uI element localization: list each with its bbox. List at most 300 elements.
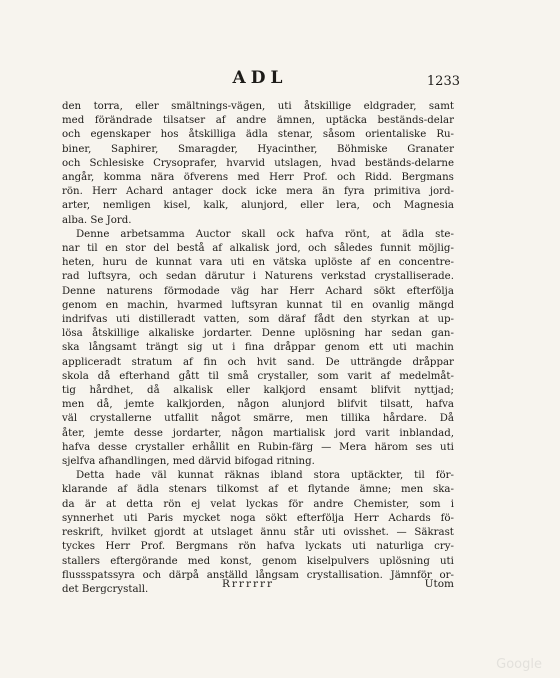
word: alkaliske [148, 328, 195, 340]
word: fina [244, 342, 265, 354]
word: stora [313, 470, 340, 482]
word: ädla [245, 129, 268, 141]
word: huru [102, 257, 128, 269]
word: crystallerne [89, 413, 152, 425]
word: crystaller, [257, 370, 309, 382]
word: alba. [62, 214, 91, 226]
word: til [331, 299, 342, 311]
text-line [62, 455, 454, 469]
word: beständs-delar [377, 115, 454, 127]
word: uplösning [379, 555, 430, 567]
word: fyra [344, 186, 365, 198]
text-line [62, 341, 454, 355]
word: Mera [339, 441, 367, 453]
word: heten, [62, 257, 95, 269]
word: Prof. [140, 541, 166, 553]
word: således [334, 243, 373, 255]
text-line [62, 398, 454, 412]
word: smärre, [253, 413, 294, 425]
word: hårdare. [382, 413, 428, 425]
text-line [62, 327, 454, 341]
word: Böhmiske [337, 143, 388, 155]
text-line [62, 199, 454, 213]
word: därpå [168, 569, 199, 581]
word: dock [221, 186, 247, 198]
word: en [237, 441, 251, 453]
word: erhållit [192, 441, 230, 453]
word: ska- [433, 484, 454, 496]
word: af [117, 484, 128, 496]
text-line [62, 143, 454, 157]
word: och [337, 172, 356, 184]
word: ritning. [276, 456, 315, 468]
word: sand. [287, 356, 315, 368]
text-line [62, 441, 454, 455]
word: Hyacinther, [257, 143, 318, 155]
word: och [139, 271, 158, 283]
word: utslagen, [274, 157, 322, 169]
word: hade [115, 470, 141, 482]
word: såsom [322, 129, 356, 141]
word: i [252, 271, 257, 283]
word: distilleradt [138, 314, 196, 326]
word: varit [347, 370, 372, 382]
word: noga [230, 512, 256, 524]
word: Herr [105, 541, 131, 553]
word: med [237, 172, 260, 184]
word: jordarter. [203, 328, 253, 340]
word: nemligen [102, 200, 151, 212]
word: jord, [276, 243, 301, 255]
word: at [418, 314, 429, 326]
word: vara [199, 257, 223, 269]
word: då [147, 385, 160, 397]
word: för [288, 498, 304, 510]
word: ädla [402, 228, 425, 240]
word: ensamt [319, 385, 358, 397]
word: det [62, 583, 82, 595]
word: rön. [62, 186, 83, 198]
word: ämnen, [276, 115, 316, 127]
word: en [105, 243, 118, 255]
word: väl [62, 413, 78, 425]
word: Prof. [303, 172, 328, 184]
word: rad [62, 271, 80, 283]
word: af [380, 370, 391, 382]
word: den [343, 314, 363, 326]
word: gjordt [154, 527, 186, 539]
text-line [62, 526, 454, 540]
word: i [450, 498, 454, 510]
word: hos [160, 129, 179, 141]
word: detta [126, 498, 154, 510]
word: ovisshet. [343, 527, 389, 539]
running-head: ADL [232, 68, 288, 88]
word: åtskillige [92, 328, 140, 340]
word: af [215, 115, 226, 127]
word: egenskaper [90, 129, 151, 141]
body-text [62, 100, 454, 597]
word: torra, [93, 101, 123, 112]
word: arter, [62, 200, 91, 212]
word: Achard [126, 186, 164, 198]
word: kunnat [177, 470, 214, 482]
word: smältnings-vägen, [171, 101, 266, 112]
text-line [62, 427, 454, 441]
word: samt [428, 101, 454, 112]
word: stratum [131, 356, 173, 368]
word: som [248, 314, 270, 326]
word: Magnesia [403, 200, 454, 212]
word: eldgrader, [363, 101, 417, 112]
word: i [232, 342, 236, 354]
word: eftergörande [110, 555, 178, 567]
word: väl [151, 470, 167, 482]
word: crystaller [135, 441, 185, 453]
word: rön [238, 541, 257, 553]
word: eller [300, 200, 324, 212]
word: ett [369, 342, 384, 354]
word: beständs-delarne [364, 157, 454, 169]
signature-mark: Rrrrrrr [222, 578, 275, 590]
word: ovanlig [372, 299, 410, 311]
word: af [268, 484, 279, 496]
word: at [105, 498, 117, 510]
word: sig [187, 342, 203, 354]
word: funnit [380, 243, 411, 255]
word: Jord. [106, 214, 132, 226]
word: af [182, 356, 193, 368]
word: cry- [434, 541, 454, 553]
word: sjelfva [62, 456, 99, 468]
word: Jämnför [390, 569, 432, 581]
word: stenars [168, 484, 207, 496]
word: ska [62, 342, 80, 354]
word: kalkjord [263, 385, 306, 397]
word: Schlesiske [89, 157, 144, 169]
word: varit [365, 427, 390, 439]
word: nära [150, 172, 175, 184]
word: som [419, 498, 441, 510]
word: Rubin-färg [257, 441, 314, 453]
word: Denne [261, 328, 296, 340]
word: kunnat [155, 257, 192, 269]
word: icke [255, 186, 277, 198]
word: vatten, [203, 314, 240, 326]
word: andre [236, 115, 267, 127]
word: Denne [62, 285, 96, 297]
word: uti [440, 441, 454, 453]
word: afhandlingen, [98, 456, 173, 468]
word: alunjord, [241, 200, 288, 212]
word: är [84, 498, 96, 510]
word: uptäckter, [350, 470, 404, 482]
word: kunnat [286, 299, 323, 311]
word: flytande [307, 484, 350, 496]
word: styrkan [371, 314, 410, 326]
word: räknas [224, 470, 260, 482]
word: rönt, [344, 228, 370, 240]
text-line [62, 412, 454, 426]
word: tilsatser [162, 115, 206, 127]
word: luftsyran [231, 299, 278, 311]
word: crystalliserade. [374, 271, 454, 283]
word: men [305, 413, 329, 425]
word: alkalisk [229, 243, 270, 255]
word: bestå [176, 243, 205, 255]
word: kiselpulvers [306, 555, 370, 567]
word: lösa [62, 328, 83, 340]
word: uplöste [314, 257, 353, 269]
word: och [62, 157, 81, 169]
word: til [208, 370, 219, 382]
word: små [227, 370, 249, 382]
page-footer [62, 578, 454, 594]
word: Achard [325, 285, 363, 297]
word: något [211, 413, 241, 425]
word: til [87, 243, 98, 255]
word: hafva [62, 441, 91, 453]
word: at [380, 228, 392, 240]
word: och [308, 243, 327, 255]
word: jemte [125, 399, 155, 411]
word: Bergmans [175, 541, 229, 553]
word: däraf [278, 314, 306, 326]
word: concentre- [398, 257, 454, 269]
word: nyttjad; [414, 385, 454, 397]
word: och [227, 356, 247, 368]
word: velat [210, 498, 236, 510]
word: tig [62, 385, 76, 397]
word: hvarvid [226, 157, 266, 169]
text-line [62, 483, 454, 497]
word: uti [440, 555, 454, 567]
word: klarande [62, 484, 108, 496]
text-line [62, 185, 454, 199]
word: — [396, 527, 407, 539]
word: machin, [127, 299, 169, 311]
word: en [105, 299, 119, 311]
word: Saphirer, [111, 143, 159, 155]
word: Crysoprafer, [153, 157, 218, 169]
word: fin [203, 356, 217, 368]
google-watermark: Google [496, 657, 542, 672]
word: Ridd. [364, 172, 393, 184]
word: mera [286, 186, 313, 198]
word: Se [90, 214, 107, 226]
word: med [62, 115, 85, 127]
word: et [287, 484, 299, 496]
word: möjlig- [418, 243, 454, 255]
word: Auctor [195, 228, 231, 240]
word: alkalisk [173, 385, 213, 397]
word: eller [135, 101, 159, 112]
word: konst, [220, 555, 252, 567]
word: stallers [62, 555, 101, 567]
word: ännu [260, 527, 287, 539]
word: up- [437, 314, 454, 326]
word: åtskilliga [188, 129, 236, 141]
word: den [62, 101, 82, 112]
word: då, [96, 399, 113, 411]
word: lyckas [245, 498, 279, 510]
word: lyckats [305, 541, 342, 553]
word: tilsatt, [379, 399, 414, 411]
word: rön [163, 498, 181, 510]
word: dråppar [273, 342, 316, 354]
text-line [62, 469, 454, 483]
word: medelmåt- [399, 370, 454, 382]
word: Granater [407, 143, 454, 155]
word: bifogad [234, 456, 277, 468]
word: Ru- [436, 129, 454, 141]
text-line [62, 128, 454, 142]
word: inblandad, [399, 427, 454, 439]
word: Paris [147, 512, 174, 524]
word: åtskillige [304, 101, 352, 112]
word: Bergmans [401, 172, 454, 184]
word: uptäcka [325, 115, 367, 127]
text-line [62, 171, 454, 185]
word: blifvit [337, 399, 368, 411]
word: da [62, 498, 75, 510]
word: stor [125, 243, 146, 255]
text-line [62, 214, 454, 228]
word: härom [374, 441, 408, 453]
word: långsam [255, 569, 299, 581]
word: vätska [273, 257, 307, 269]
word: sökt [373, 285, 396, 297]
word: efterfölja [296, 512, 345, 524]
word: lera, [336, 200, 360, 212]
word: kisel, [163, 200, 191, 212]
word: med [187, 555, 211, 567]
word: står [293, 527, 315, 539]
word: långsamt [88, 342, 137, 354]
word: och [142, 569, 162, 581]
word: hvarmed [177, 299, 223, 311]
word: Achards [388, 512, 431, 524]
word: machin [416, 342, 454, 354]
word: uti [392, 342, 407, 354]
word: och [62, 129, 81, 141]
text-line [62, 256, 454, 270]
word: någon [237, 399, 270, 411]
word: Säkrast [414, 527, 454, 539]
word: trängt [145, 342, 179, 354]
word: til [414, 470, 425, 482]
text-line [62, 512, 454, 526]
word: Herr [92, 186, 117, 198]
word: hårdhet, [89, 385, 134, 397]
word: jordarter, [172, 427, 222, 439]
word: med [172, 456, 199, 468]
word: uti [123, 512, 138, 524]
word: hafva [425, 399, 454, 411]
word: förändrade [94, 115, 153, 127]
text-line [62, 356, 454, 370]
text-line [62, 555, 454, 569]
word: crystallisation. [306, 569, 383, 581]
page-number: 1233 [426, 74, 460, 89]
text-line [62, 370, 454, 384]
word: sedan [391, 328, 422, 340]
text-line [62, 313, 454, 327]
word: martialisk [273, 427, 326, 439]
text-line [62, 270, 454, 284]
text-line [62, 498, 454, 512]
word: anställd [206, 569, 248, 581]
word: Då [439, 413, 454, 425]
text-line [62, 299, 454, 313]
word: tillika [340, 413, 371, 425]
word: flussspatssyra [62, 569, 135, 581]
word: jord [334, 427, 356, 439]
page-header [60, 68, 460, 96]
word: hafva [305, 228, 334, 240]
word: Detta [76, 470, 105, 482]
word: hvad [330, 157, 356, 169]
word: tilkomst [216, 484, 259, 496]
word: sedan [166, 271, 197, 283]
word: fådt [314, 314, 335, 326]
word: tyckes [62, 541, 95, 553]
word: jemte [95, 427, 125, 439]
word: Denne [76, 228, 110, 240]
word: kalkjorden, [166, 399, 225, 411]
word: uti [277, 101, 292, 112]
word: efterhand [119, 370, 170, 382]
word: primitiva [373, 186, 421, 198]
word: ädla [136, 484, 159, 496]
word: en [378, 257, 391, 269]
word: Herr [289, 285, 315, 297]
word: angår, [62, 172, 95, 184]
word: väg [230, 285, 250, 297]
word: stenar, [277, 129, 313, 141]
word: uti [116, 314, 130, 326]
word: en [350, 299, 364, 311]
word: gan- [431, 328, 454, 340]
word: af [212, 243, 223, 255]
word: komma [103, 172, 142, 184]
word: Chemister, [353, 498, 410, 510]
word: ste- [435, 228, 454, 240]
word: en [252, 257, 266, 269]
word: ses [415, 441, 433, 453]
word: orientaliske [365, 129, 427, 141]
word: för- [435, 470, 454, 482]
text-line [62, 540, 454, 554]
word: utträngde [350, 356, 402, 368]
word: ock [276, 228, 295, 240]
word: antager [172, 186, 213, 198]
text-line [62, 384, 454, 398]
word: gått [178, 370, 200, 382]
word: sökt [265, 512, 288, 524]
word: utslaget [210, 527, 253, 539]
word: Bergcrystall. [81, 583, 149, 595]
word: genom [324, 342, 360, 354]
word: del [153, 243, 170, 255]
word: därutur [204, 271, 245, 283]
word: fö- [440, 512, 454, 524]
word: kalk, [203, 200, 229, 212]
word: uti [321, 527, 336, 539]
word: hvit [256, 356, 277, 368]
word: har [260, 285, 279, 297]
word: naturens [106, 285, 153, 297]
